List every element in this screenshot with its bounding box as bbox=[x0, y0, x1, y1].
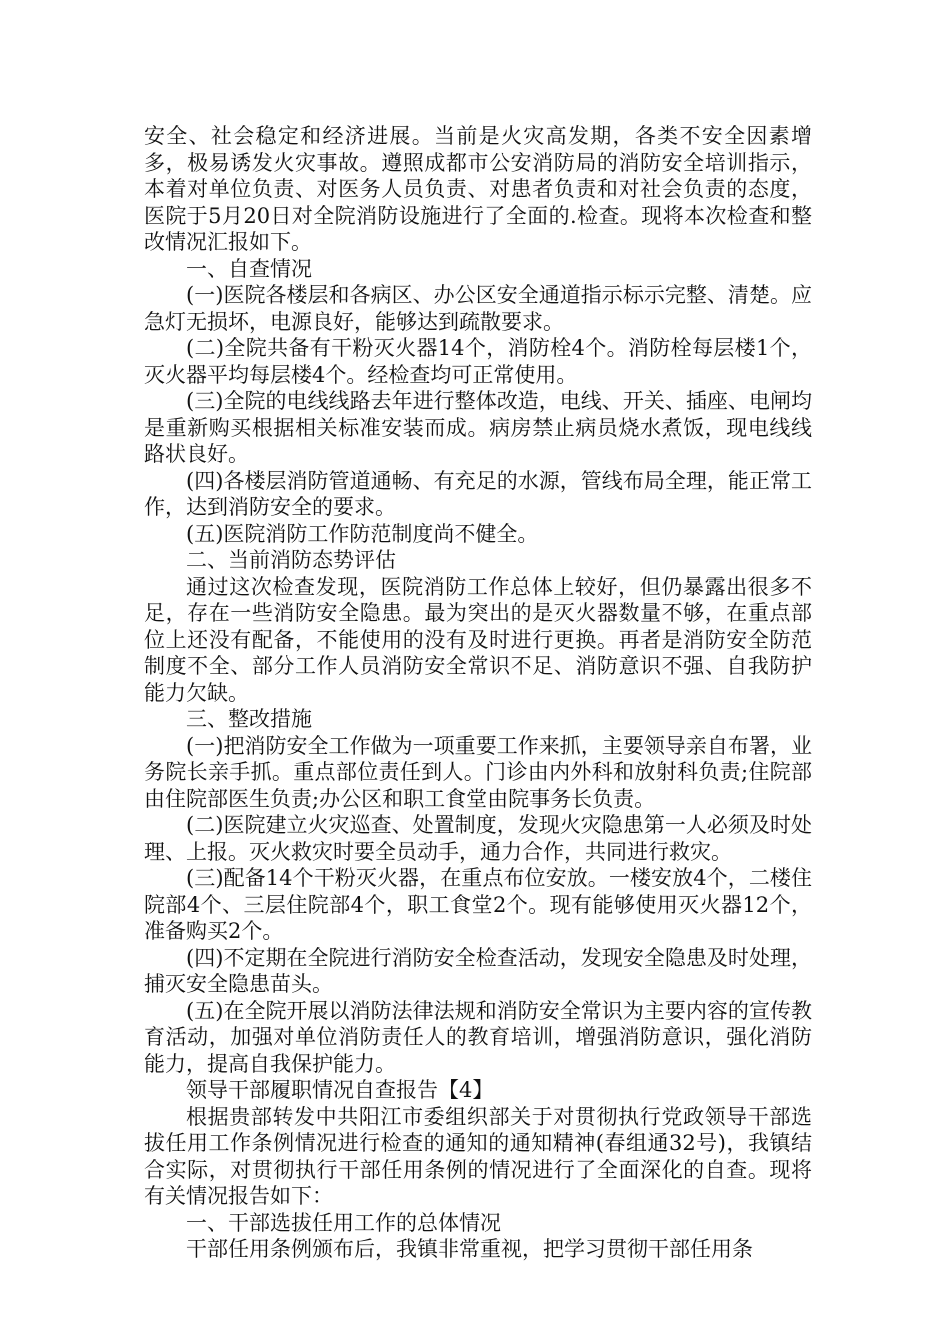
paragraph: (三)配备14个干粉灭火器，在重点布位安放。一楼安放4个，二楼住院部4个、三层住院部4个，职工食堂2个。现有能够使用灭火器12个，准备购买2个。 bbox=[144, 866, 812, 943]
paragraph: (三)全院的电线线路去年进行整体改造，电线、开关、插座、电闸均是重新购买根据相关标准安装而成。病房禁止病员烧水煮饭，现电线线路状良好。 bbox=[144, 389, 812, 466]
paragraph: (二)全院共备有干粉灭火器14个，消防栓4个。消防栓每层楼1个，灭火器平均每层楼4个。经检查均可正常使用。 bbox=[144, 336, 812, 387]
paragraph: 干部任用条例颁布后，我镇非常重视，把学习贯彻干部任用条 bbox=[186, 1237, 753, 1261]
paragraph: 通过这次检查发现，医院消防工作总体上较好，但仍暴露出很多不足，存在一些消防安全隐患。最为突出的是灭火器数量不够，在重点部位上还没有配备，不能使用的没有及时进行更换。再者是消防安全防范制度不全、部分工作人员消防安全常识不足、消防意识不强、自我防护能力欠缺。 bbox=[144, 574, 812, 705]
paragraph: (二)医院建立火灾巡查、处置制度，发现火灾隐患第一人必须及时处理、上报。灭火救灾时要全员动手，通力合作，共同进行救灾。 bbox=[144, 813, 812, 864]
document-body bbox=[144, 123, 812, 1263]
section-heading: 三、整改措施 bbox=[186, 707, 312, 731]
paragraph: (一)把消防安全工作做为一项重要工作来抓，主要领导亲自布署，业务院长亲手抓。重点部位责任到人。门诊由内外科和放射科负责;住院部由住院部医生负责;办公区和职工食堂由院事务长负责。 bbox=[144, 733, 812, 811]
section-heading: 一、自查情况 bbox=[186, 256, 312, 281]
paragraph: 安全、社会稳定和经济进展。当前是火灾高发期，各类不安全因素增多，极易诱发火灾事故。遵照成都市公安消防局的消防安全培训指示，本着对单位负责、对医务人员负责、对患者负责和对社会负责的态度，医院于5月20日对全院消防设施进行了全面的.检查。现将本次检查和整改情况汇报如下。 bbox=[144, 124, 812, 254]
section-heading: 一、干部选拔任用工作的总体情况 bbox=[186, 1210, 501, 1235]
paragraph: (五)医院消防工作防范制度尚不健全。 bbox=[186, 521, 539, 546]
paragraph: (五)在全院开展以消防法律法规和消防安全常识为主要内容的宣传教育活动，加强对单位消防责任人的教育培训，增强消防意识，强化消防能力，提高自我保护能力。 bbox=[144, 998, 812, 1076]
paragraph: (一)医院各楼层和各病区、办公区安全通道指示标示完整、清楚。应急灯无损坏，电源良好，能够达到疏散要求。 bbox=[144, 283, 812, 334]
paragraph: (四)不定期在全院进行消防安全检查活动，发现安全隐患及时处理，捕灭安全隐患苗头。 bbox=[144, 945, 812, 996]
paragraph: (四)各楼层消防管道通畅、有充足的水源，管线布局全理，能正常工作，达到消防安全的要求。 bbox=[144, 468, 812, 519]
section-heading: 二、当前消防态势评估 bbox=[186, 548, 396, 572]
paragraph: 根据贵部转发中共阳江市委组织部关于对贯彻执行党政领导干部选拔任用工作条例情况进行检查的通知的通知精神(春组通32号)，我镇结合实际，对贯彻执行干部任用条例的情况进行了全面深化的自查。现将有关情况报告如下： bbox=[144, 1104, 812, 1208]
report-title: 领导干部履职情况自查报告【4】 bbox=[186, 1078, 494, 1102]
